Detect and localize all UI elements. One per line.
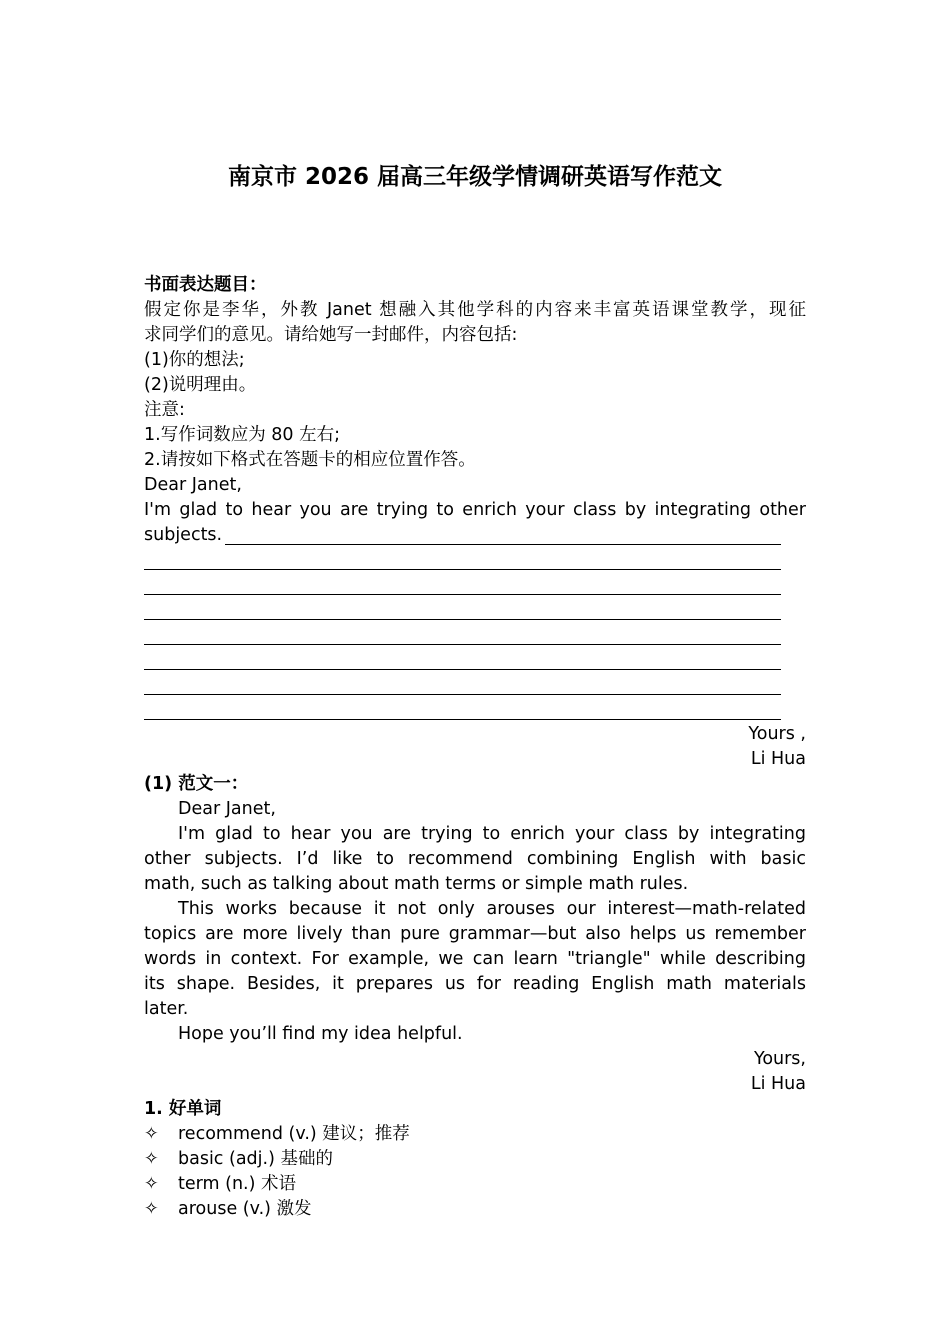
vocab-item (144, 1197, 806, 1222)
prompt-line: 2.请按如下格式在答题卡的相应位置作答。 (144, 450, 476, 470)
prompt-line: Dear Janet, (144, 475, 242, 495)
page-title: 南京市 2026 届高三年级学情调研英语写作范文 (227, 164, 723, 190)
prompt-line: I'm glad to hear you are trying to enrich your class by integrating other (144, 500, 806, 520)
sample-line: This works because it not only arouses our interest—math-related (178, 899, 806, 919)
sample-line: I'm glad to hear you are trying to enrich your class by integrating (178, 824, 806, 844)
answer-rule (144, 694, 781, 695)
vocab-item-text: recommend (v.) 建议；推荐 (178, 1124, 410, 1144)
prompt-line: 注意: (144, 400, 185, 420)
prompt-line: 1.写作词数应为 80 左右; (144, 425, 340, 445)
answer-rule (144, 594, 781, 595)
vocab-item (144, 1172, 806, 1197)
vocab-item (144, 1122, 806, 1147)
answer-rule (225, 544, 781, 545)
sample-line: math, such as talking about math terms or simple math rules. (144, 874, 689, 894)
sample-signature: Li Hua (750, 1074, 806, 1094)
sparkle-bullet-icon: ✧ (144, 1199, 159, 1219)
sparkle-bullet-icon: ✧ (144, 1124, 159, 1144)
vocab-item (144, 1147, 806, 1172)
sample-heading: (1) 范文一： (144, 774, 249, 794)
sample-closing: Yours, (753, 1049, 806, 1069)
sample-salutation: Dear Janet, (178, 799, 276, 819)
answer-rule (144, 719, 781, 720)
sample-line: other subjects. I’d like to recommend combining English with basic (144, 849, 806, 869)
sparkle-bullet-icon: ✧ (144, 1149, 159, 1169)
sample-line: words in context. For example, we can learn "triangle" while describing (144, 949, 806, 969)
sample-line: Hope you’ll find my idea helpful. (178, 1024, 463, 1044)
vocab-item-text: arouse (v.) 激发 (178, 1199, 312, 1219)
prompt-line: (2)说明理由。 (144, 375, 257, 395)
sample-line: topics are more lively than pure grammar—but also helps us remember (144, 924, 806, 944)
prompt-heading: 书面表达题目： (144, 275, 267, 295)
answer-rule (144, 644, 781, 645)
answer-rule (144, 569, 781, 570)
prompt-line: (1)你的想法; (144, 350, 245, 370)
sparkle-bullet-icon: ✧ (144, 1174, 159, 1194)
sample-line: its shape. Besides, it prepares us for reading English math materials (144, 974, 806, 994)
prompt-line: 假定你是李华，外教 Janet 想融入其他学科的内容来丰富英语课堂教学，现征 (144, 300, 806, 320)
sample-line: later. (144, 999, 189, 1019)
vocab-heading: 1. 好单词 (144, 1099, 222, 1119)
prompt-line: 求同学们的意见。请给她写一封邮件，内容包括: (144, 325, 518, 345)
vocab-item-text: basic (adj.) 基础的 (178, 1149, 333, 1169)
prompt-subjects-text: subjects. (144, 525, 223, 545)
prompt-closing: Yours , (748, 724, 806, 744)
answer-rule (144, 669, 781, 670)
prompt-signature: Li Hua (750, 749, 806, 769)
vocab-item-text: term (n.) 术语 (178, 1174, 296, 1194)
answer-rule (144, 619, 781, 620)
